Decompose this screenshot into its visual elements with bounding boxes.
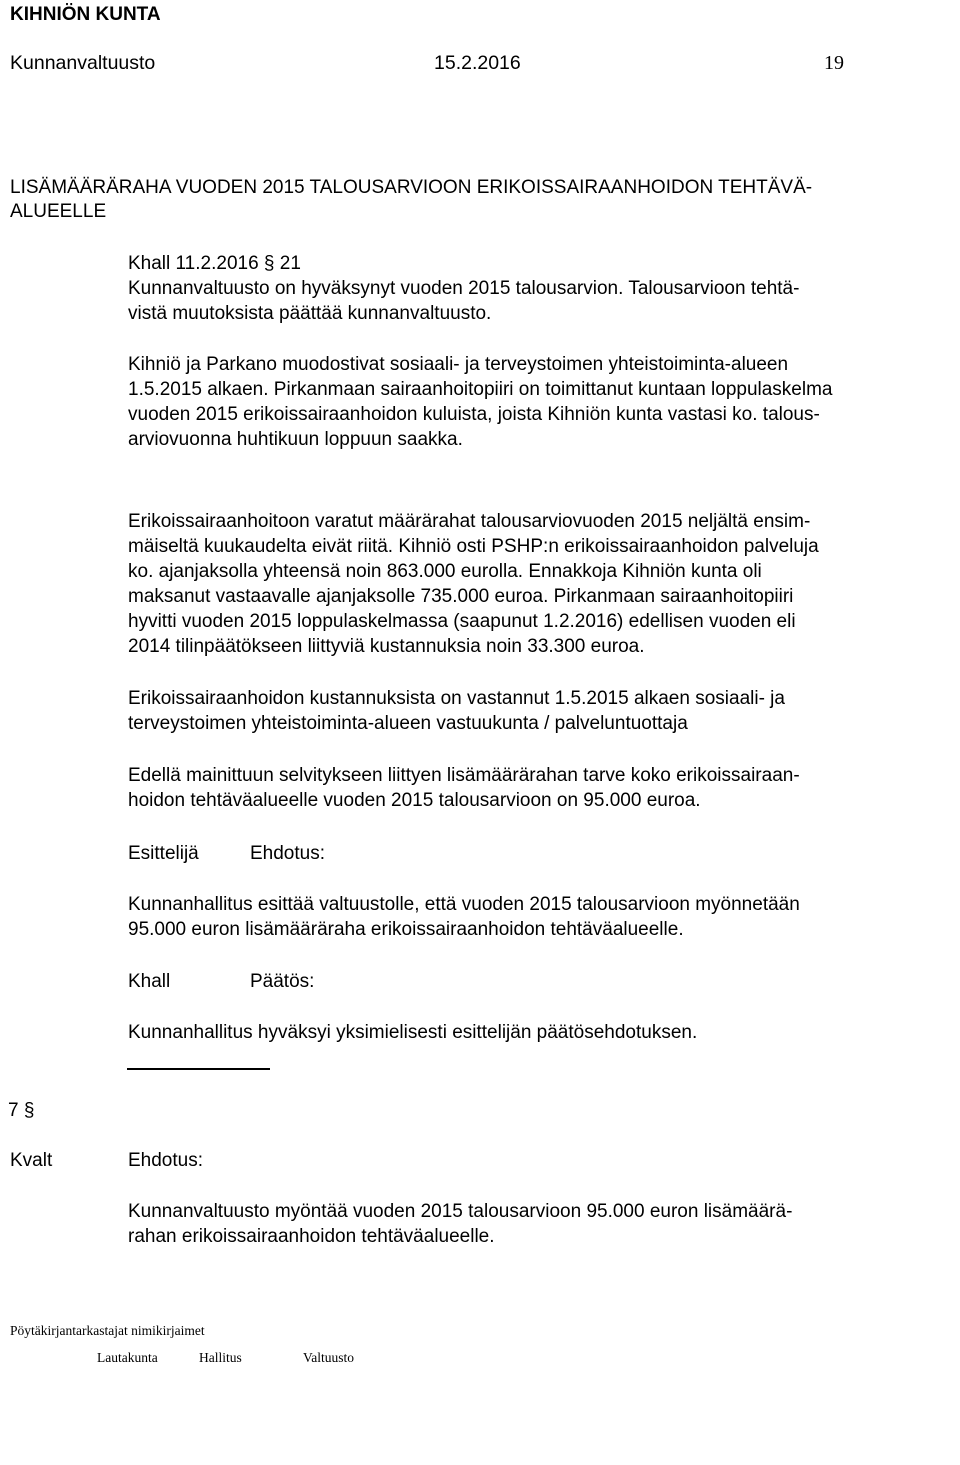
- text-line: Erikoissairaanhoitoon varatut määrärahat talousarviovuoden 2015 neljältä ensim-: [128, 511, 811, 532]
- text-line: hoidon tehtäväalueelle vuoden 2015 talousarvioon on 95.000 euroa.: [128, 790, 701, 811]
- text-line: Edellä mainittuun selvitykseen liittyen lisämäärärahan tarve koko erikoissairaan-: [128, 765, 800, 786]
- board-decision-text: Kunnanhallitus hyväksyi yksimielisesti esittelijän päätösehdotuksen.: [128, 1022, 698, 1043]
- background-paragraph-4: [128, 686, 785, 736]
- text-line: maksanut vastaavalle ajanjaksolle 735.000 euroa. Pirkanmaan sairaanhoitopiiri: [128, 586, 794, 607]
- decision-label: Päätös:: [250, 971, 315, 992]
- municipality-name: KIHNIÖN KUNTA: [10, 4, 161, 25]
- text-line: Khall 11.2.2016 § 21: [128, 253, 301, 274]
- text-line: ko. ajanjaksolla yhteensä noin 863.000 eurolla. Ennakkoja Kihniön kunta oli: [128, 561, 762, 582]
- text-line: hyvitti vuoden 2015 loppulaskelmassa (saapunut 1.2.2016) edellisen vuoden eli: [128, 611, 796, 632]
- section-number: 7 §: [8, 1100, 35, 1121]
- text-line: vistä muutoksista päättää kunnanvaltuusto.: [128, 303, 492, 324]
- text-line: Kunnanvaltuusto myöntää vuoden 2015 talousarvioon 95.000 euron lisämäärä-: [128, 1201, 793, 1222]
- presenter-label: Esittelijä: [128, 843, 199, 864]
- text-line: Erikoissairaanhoidon kustannuksista on vastannut 1.5.2015 alkaen sosiaali- ja: [128, 688, 785, 709]
- text-line: mäiseltä kuukaudelta eivät riitä. Kihniö osti PSHP:n erikoissairaanhoidon palveluja: [128, 536, 819, 557]
- signatory-government: Hallitus: [199, 1350, 242, 1365]
- presenter-proposal-text: [128, 892, 800, 942]
- text-line: 1.5.2015 alkaen. Pirkanmaan sairaanhoitopiiri on toimittanut kuntaan loppulaskelma: [128, 379, 833, 400]
- footer-label: Pöytäkirjantarkastajat nimikirjaimet: [10, 1323, 205, 1338]
- background-paragraph-2: [128, 352, 833, 452]
- title-line: LISÄMÄÄRÄRAHA VUODEN 2015 TALOUSARVIOON ERIKOISSAIRAANHOIDON TEHTÄVÄ-: [10, 177, 813, 198]
- text-line: arviovuonna huhtikuun loppuun saakka.: [128, 429, 463, 450]
- text-line: terveystoimen yhteistoiminta-alueen vastuukunta / palveluntuottaja: [128, 713, 688, 734]
- proposal-label: Ehdotus:: [250, 843, 325, 864]
- background-paragraph-3: [128, 509, 819, 659]
- text-line: Kunnanvaltuusto on hyväksynyt vuoden 2015 talousarvion. Talousarvioon tehtä-: [128, 278, 800, 299]
- council-proposal-text: [128, 1199, 792, 1249]
- text-line: Kihniö ja Parkano muodostivat sosiaali- ja terveystoimen yhteistoiminta-alueen: [128, 354, 789, 375]
- text-line: 95.000 euron lisämääräraha erikoissairaanhoidon tehtäväalueelle.: [128, 919, 684, 940]
- signatory-board: Lautakunta: [97, 1350, 158, 1365]
- council-proposal-label: Ehdotus:: [128, 1150, 203, 1171]
- document-title: [10, 176, 812, 224]
- text-line: Kunnanhallitus esittää valtuustolle, että vuoden 2015 talousarvioon myönnetään: [128, 894, 800, 915]
- meeting-body: Kunnanvaltuusto: [10, 52, 156, 74]
- title-line: ALUEELLE: [10, 201, 107, 222]
- background-paragraph-5: [128, 763, 800, 813]
- page-number: 19: [824, 52, 844, 74]
- council-label: Kvalt: [10, 1150, 53, 1171]
- text-line: rahan erikoissairaanhoidon tehtäväalueelle.: [128, 1226, 495, 1247]
- text-line: vuoden 2015 erikoissairaanhoidon kuluista, joista Kihniön kunta vastasi ko. talous-: [128, 404, 820, 425]
- board-label: Khall: [128, 971, 171, 992]
- background-paragraph-1: [128, 251, 799, 326]
- signatory-council: Valtuusto: [303, 1350, 355, 1365]
- section-divider: [127, 1068, 270, 1070]
- meeting-date: 15.2.2016: [434, 52, 521, 74]
- text-line: 2014 tilinpäätökseen liittyviä kustannuksia noin 33.300 euroa.: [128, 636, 645, 657]
